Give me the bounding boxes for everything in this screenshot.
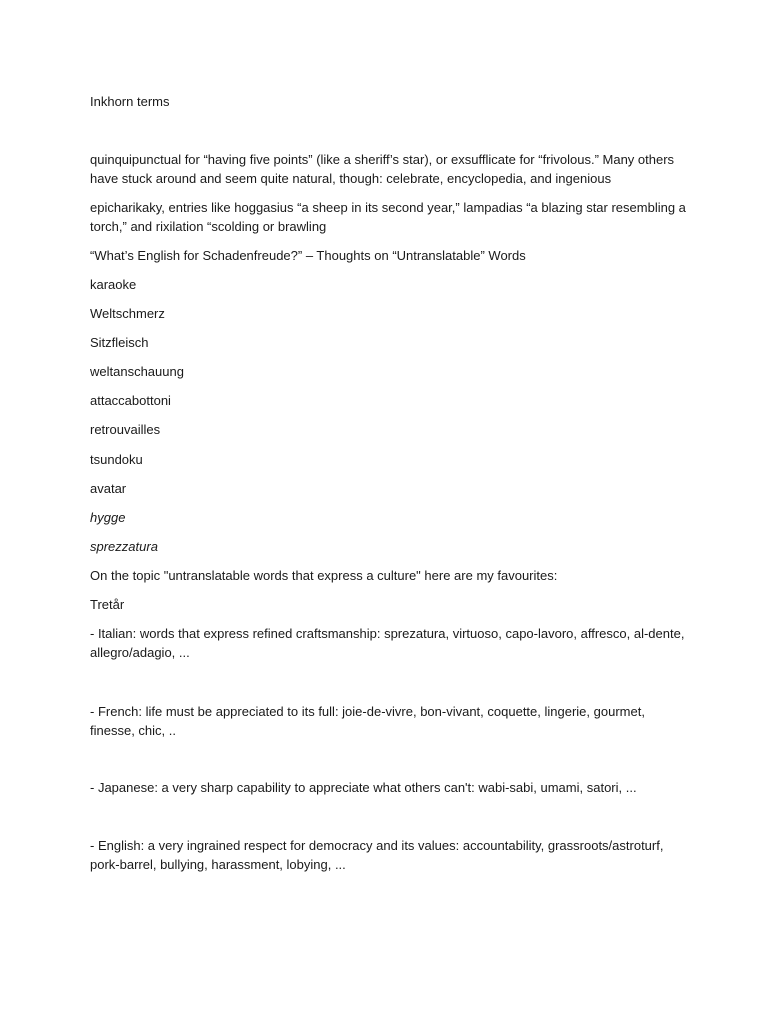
word-list-item: Weltschmerz <box>90 306 165 321</box>
word-list-item: tsundoku <box>90 452 143 467</box>
word-list-item: weltanschauung <box>90 364 184 379</box>
paragraph-english: - English: a very ingrained respect for democracy and its values: accountability, grassroots/astroturf, pork-barrel, bullying, harassment, lobying, ... <box>90 838 664 872</box>
paragraph-inkhorn-examples: quinquipunctual for “having five points” (like a sheriff’s star), or exsufflicate for “frivolous.” Many others have stuck around and seem quite natural, though: celebrate, encyclopedia, and ingenious <box>90 152 675 186</box>
word-list-item: retrouvailles <box>90 422 161 437</box>
paragraph-favourites-intro: On the topic "untranslatable words that express a culture" here are my favourites: <box>90 568 558 583</box>
word-list-item-italic: sprezzatura <box>90 539 158 554</box>
word-list-item: attaccabottoni <box>90 393 171 408</box>
paragraph-french: - French: life must be appreciated to its full: joie-de-vivre, bon-vivant, coquette, lingerie, gourmet, finesse, chic, .. <box>90 704 645 738</box>
paragraph-italian: - Italian: words that express refined craftsmanship: sprezatura, virtuoso, capo-lavoro, affresco, al-dente, allegro/adagio, ... <box>90 626 685 660</box>
paragraph-untranslatable-heading: “What’s English for Schadenfreude?” – Thoughts on “Untranslatable” Words <box>90 248 526 263</box>
paragraph-japanese: - Japanese: a very sharp capability to appreciate what others can't: wabi-sabi, umami, satori, ... <box>90 780 637 795</box>
word-list-item: avatar <box>90 481 127 496</box>
paragraph-rare-words: epicharikaky, entries like hoggasius “a sheep in its second year,” lampadias “a blazing star resembling a torch,” and rixilation “scolding or brawling <box>90 200 686 234</box>
word-list-item: karaoke <box>90 277 137 292</box>
word-list-item-italic: hygge <box>90 510 126 525</box>
word-list-item: Sitzfleisch <box>90 335 149 350</box>
word-list-item: Tretår <box>90 597 125 612</box>
document-title: Inkhorn terms <box>90 94 170 109</box>
